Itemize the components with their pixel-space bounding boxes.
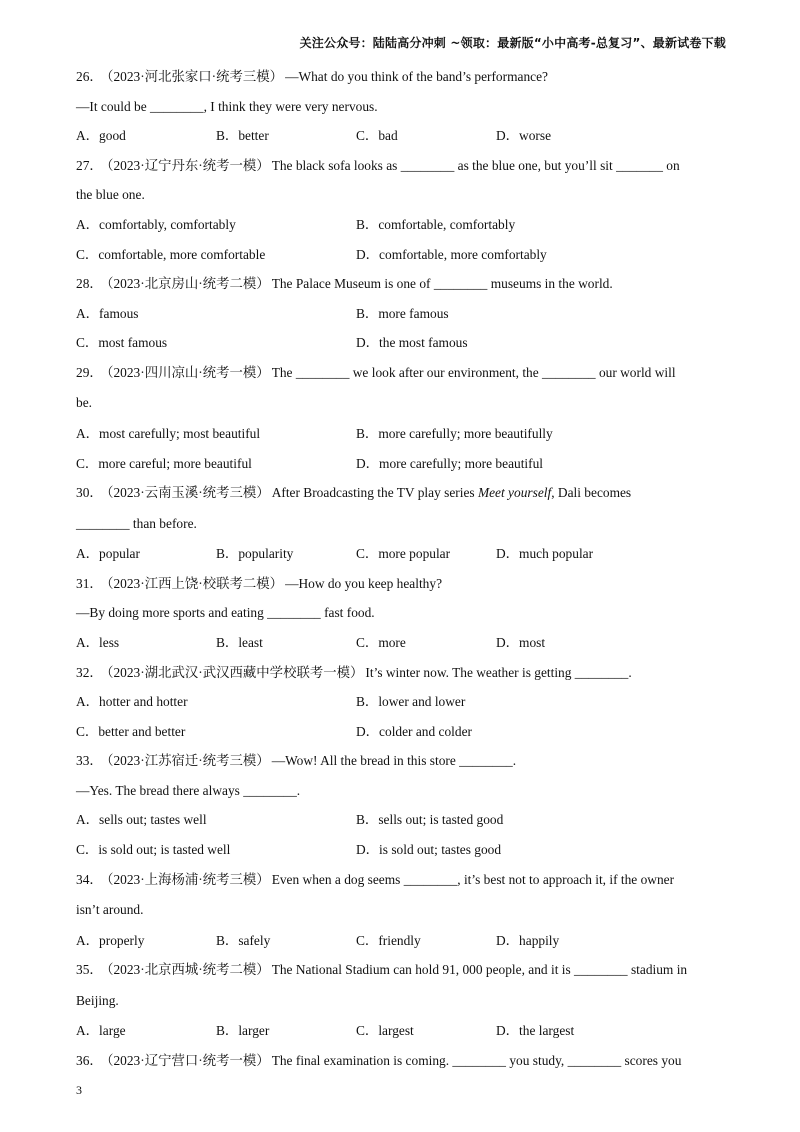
question-text: The final examination is coming. ________ you study, ________ scores you xyxy=(271,1052,682,1068)
question-number: 34． xyxy=(76,871,103,887)
question-text-line2: the blue one. xyxy=(76,187,145,203)
question-stem-block xyxy=(76,478,726,539)
question-source: （2023·北京西城·统考二模） xyxy=(106,962,270,978)
options-row xyxy=(76,628,726,658)
question-stem xyxy=(76,746,726,776)
question-text: The black sofa looks as ________ as the blue one, but you’ll sit _______ on xyxy=(271,157,680,173)
options-row xyxy=(76,1016,726,1046)
question-source: （2023·江苏宿迁·统考三模） xyxy=(106,753,270,769)
option-c: C．friendly xyxy=(356,932,421,948)
options-row xyxy=(76,449,726,479)
option-b: B．lower and lower xyxy=(356,694,466,710)
question-text-line2: be. xyxy=(76,395,92,411)
question-number: 33． xyxy=(76,753,103,769)
question-text-line2: —It could be ________, I think they were very nervous. xyxy=(76,98,378,114)
option-c: C．better and better xyxy=(76,723,186,739)
option-a: A．hotter and hotter xyxy=(76,694,188,710)
option-a: A．sells out; tastes well xyxy=(76,812,207,828)
option-d: D．the largest xyxy=(496,1023,575,1039)
question-text-line2: —Yes. The bread there always ________. xyxy=(76,782,301,798)
page-header: 关注公众号：陆陆高分冲刺 ~领取：最新版“小中高考-总复习”、最新试卷下载 xyxy=(299,36,726,50)
question-stem xyxy=(76,865,726,896)
question-30 xyxy=(76,478,726,569)
question-number: 28． xyxy=(76,276,103,292)
option-a: A．comfortably, comfortably xyxy=(76,216,236,232)
option-c: C．more popular xyxy=(356,546,451,562)
question-text-line2: —By doing more sports and eating ________ fast food. xyxy=(76,605,375,621)
option-b: B．popularity xyxy=(216,546,294,562)
option-a: A．properly xyxy=(76,932,145,948)
question-text: Even when a dog seems ________, it’s best not to approach it, if the owner xyxy=(271,871,675,887)
options-row xyxy=(76,717,726,747)
option-d: D．more carefully; more beautiful xyxy=(356,455,544,471)
option-b: B．more carefully; more beautifully xyxy=(356,425,553,441)
question-text: —Wow! All the bread in this store ________. xyxy=(271,753,517,769)
question-source: （2023·云南玉溪·统考三模） xyxy=(106,485,270,501)
option-c: C．more careful; more beautiful xyxy=(76,455,252,471)
question-text-line2: ________ than before. xyxy=(76,515,197,531)
option-d: D．worse xyxy=(496,128,552,144)
question-stem xyxy=(76,151,726,181)
question-number: 32． xyxy=(76,664,103,680)
question-number: 27． xyxy=(76,157,103,173)
question-29 xyxy=(76,358,726,478)
question-text-line2: isn’t around. xyxy=(76,902,144,918)
option-d: D．happily xyxy=(496,932,560,948)
question-26 xyxy=(76,62,726,151)
question-33 xyxy=(76,746,726,864)
question-stem xyxy=(76,478,726,509)
options-row xyxy=(76,805,726,835)
play-title: Meet yourself xyxy=(477,485,552,501)
options-row xyxy=(76,926,726,956)
question-stem xyxy=(76,358,726,389)
options-row xyxy=(76,687,726,717)
question-text: The National Stadium can hold 91, 000 people, and it is ________ stadium in xyxy=(271,962,688,978)
question-source: （2023·河北张家口·统考三模） xyxy=(106,69,284,84)
options-row xyxy=(76,299,726,329)
options-row xyxy=(76,539,726,569)
question-stem xyxy=(76,955,726,986)
question-text: After Broadcasting the TV play series xyxy=(271,485,478,501)
options-row xyxy=(76,835,726,865)
question-28 xyxy=(76,269,726,358)
question-31 xyxy=(76,569,726,658)
question-stem xyxy=(76,1046,726,1076)
option-c: C．largest xyxy=(356,1023,414,1039)
option-b: B．comfortable, comfortably xyxy=(356,216,516,232)
question-text-line2: Beijing. xyxy=(76,992,119,1008)
question-source: （2023·辽宁营口·统考一模） xyxy=(106,1052,270,1068)
option-a: A．large xyxy=(76,1023,126,1039)
options-row xyxy=(76,419,726,449)
option-c: C．more xyxy=(356,634,406,650)
question-text: The Palace Museum is one of ________ museums in the world. xyxy=(271,276,613,292)
option-d: D．comfortable, more comfortably xyxy=(356,246,547,262)
question-text: The ________ we look after our environment, the ________ our world will xyxy=(271,364,676,380)
question-34 xyxy=(76,865,726,956)
question-text-end: , Dali becomes xyxy=(551,485,632,501)
option-d: D．is sold out; tastes good xyxy=(356,842,502,858)
question-text: It’s winter now. The weather is getting ________. xyxy=(365,664,632,680)
page-number: 3 xyxy=(76,1083,82,1097)
question-number: 31． xyxy=(76,575,103,591)
question-number: 26． xyxy=(76,69,103,84)
question-number: 35． xyxy=(76,962,103,978)
question-source: （2023·上海杨浦·统考三模） xyxy=(106,871,270,887)
question-source: （2023·四川凉山·统考一模） xyxy=(106,364,270,380)
question-stem-block xyxy=(76,865,726,926)
option-b: B．safely xyxy=(216,932,271,948)
option-d: D．the most famous xyxy=(356,335,468,351)
question-text: —How do you keep healthy? xyxy=(285,575,443,591)
question-stem xyxy=(76,658,726,688)
question-36 xyxy=(76,1046,726,1076)
option-c: C．comfortable, more comfortable xyxy=(76,246,266,262)
question-number: 29． xyxy=(76,364,103,380)
option-b: B．more famous xyxy=(356,305,449,321)
question-number: 36． xyxy=(76,1052,103,1068)
option-a: A．popular xyxy=(76,546,140,562)
options-row xyxy=(76,121,726,151)
option-d: D．most xyxy=(496,634,546,650)
option-b: B．least xyxy=(216,634,263,650)
question-source: （2023·北京房山·统考二模） xyxy=(106,276,270,292)
option-a: A．good xyxy=(76,128,126,144)
question-32 xyxy=(76,658,726,747)
options-row xyxy=(76,210,726,240)
option-c: C．bad xyxy=(356,128,398,144)
option-b: B．larger xyxy=(216,1023,270,1039)
option-d: D．colder and colder xyxy=(356,723,473,739)
option-d: D．much popular xyxy=(496,546,594,562)
option-c: C．most famous xyxy=(76,335,168,351)
question-stem-block xyxy=(76,955,726,1016)
question-source: （2023·江西上饶·校联考二模） xyxy=(106,575,284,591)
question-stem xyxy=(76,269,726,299)
option-a: A．less xyxy=(76,634,120,650)
option-c: C．is sold out; is tasted well xyxy=(76,842,231,858)
options-row xyxy=(76,328,726,358)
question-text: —What do you think of the band’s performance? xyxy=(285,69,548,84)
option-b: B．sells out; is tasted good xyxy=(356,812,504,828)
question-number: 30． xyxy=(76,485,103,501)
question-list xyxy=(76,62,726,1075)
option-b: B．better xyxy=(216,128,269,144)
question-stem xyxy=(76,569,726,599)
question-35 xyxy=(76,955,726,1046)
question-stem-block xyxy=(76,358,726,419)
options-row xyxy=(76,240,726,270)
question-27 xyxy=(76,151,726,269)
question-stem xyxy=(76,62,726,92)
option-a: A．famous xyxy=(76,305,139,321)
question-source: （2023·辽宁丹东·统考一模） xyxy=(106,157,270,173)
question-source: （2023·湖北武汉·武汉西藏中学校联考一模） xyxy=(106,664,364,680)
option-a: A．most carefully; most beautiful xyxy=(76,425,261,441)
